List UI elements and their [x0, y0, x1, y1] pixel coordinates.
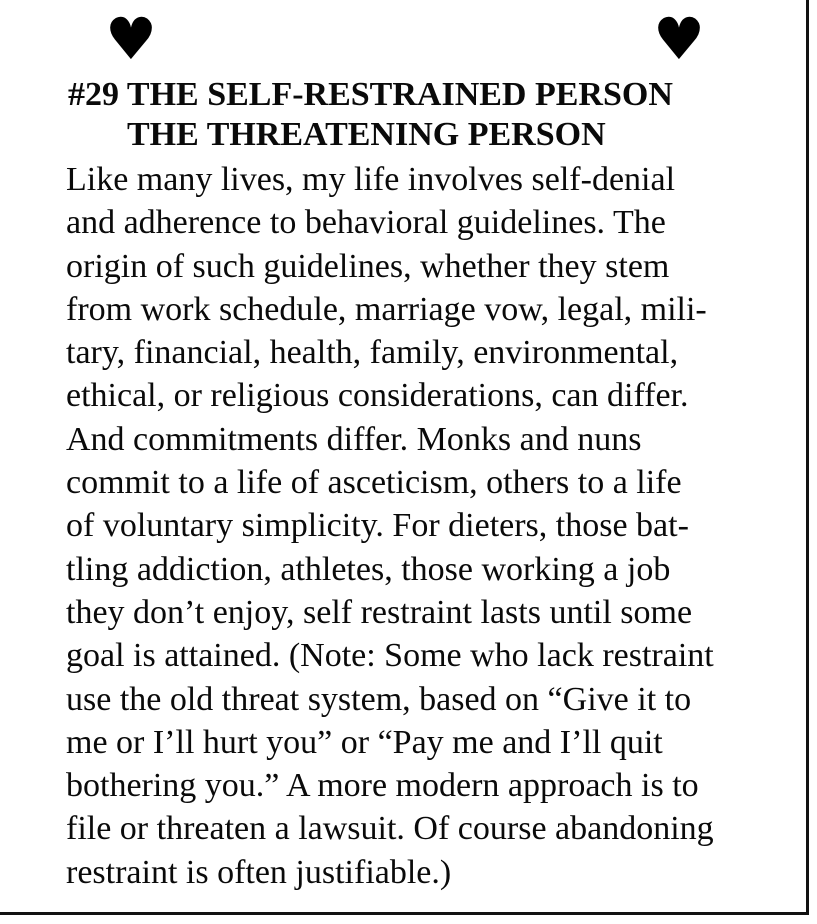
body-line: me or I’ll hurt you” or “Pay me and I’ll quit [66, 723, 663, 761]
body-line: and adherence to behavioral guidelines. The [66, 204, 666, 242]
body-line: goal is attained. (Note: Some who lack restraint [66, 637, 714, 675]
body-line: from work schedule, marriage vow, legal, mili- [66, 290, 707, 328]
body-line: tling addiction, athletes, those working a job [66, 550, 671, 588]
card-border-right [806, 0, 809, 914]
heart-icon-right: ♥ [653, 5, 705, 73]
body-line: commit to a life of asceticism, others to a life [66, 464, 682, 502]
body-line: use the old threat system, based on “Give it to [66, 680, 692, 718]
body-line: restraint is often justifiable.) [66, 853, 452, 891]
body-line: origin of such guidelines, whether they stem [66, 247, 670, 285]
card-border-bottom [0, 912, 809, 915]
page-title: #29 THE SELF-RESTRAINED PERSON [68, 76, 673, 113]
body-line: And commitments differ. Monks and nuns [66, 420, 642, 458]
heart-icon-left: ♥ [105, 5, 157, 73]
body-line: of voluntary simplicity. For dieters, those bat- [66, 507, 689, 545]
body-line: Like many lives, my life involves self-denial [66, 161, 676, 198]
body-line: tary, financial, health, family, environmental, [66, 334, 679, 372]
body-line: ethical, or religious considerations, can differ. [66, 377, 689, 415]
body-line: they don’t enjoy, self restraint lasts until some [66, 593, 693, 631]
page-subtitle: THE THREATENING PERSON [127, 116, 606, 153]
body-line: bothering you.” A more modern approach is to [66, 767, 699, 805]
body-line: file or threaten a lawsuit. Of course abandoning [66, 810, 714, 848]
body-paragraph [66, 158, 796, 894]
